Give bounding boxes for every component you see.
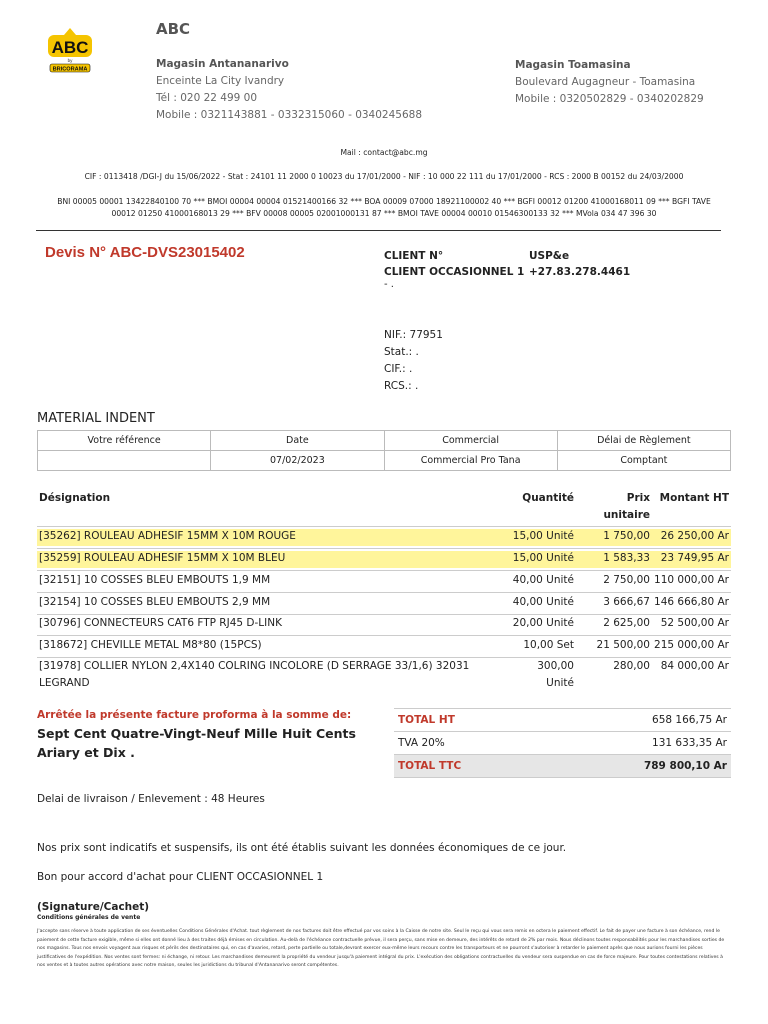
item-montant: 110 000,00 Ar [654, 574, 729, 586]
item-quantite: 15,00 Unité [512, 530, 574, 542]
logo-brand: BRICORAMA [52, 66, 88, 73]
client-cif: CIF.: . [384, 363, 413, 375]
client-nif: NIF.: 77951 [384, 329, 443, 341]
item-quantite: 40,00 Unité [512, 596, 574, 608]
tva-row [394, 732, 731, 755]
table-row [37, 616, 731, 633]
item-quantite: 300,00 [537, 660, 574, 672]
item-designation: [32154] 10 COSSES BLEU EMBOUTS 2,9 MM [39, 596, 271, 608]
store-mobile: Mobile : 0320502829 - 0340202829 [515, 93, 704, 105]
rule [37, 657, 731, 658]
meta-header-delai: Délai de Règlement [557, 431, 730, 451]
bank-line-2: 00012 01250 41000168013 29 *** BFV 00008 00005 02001000131 87 *** BMOI TAVE 00004 00010 01546300133 32 *** MVola 034 47 396 30 [111, 209, 657, 218]
legal-line: CIF : 0113418 /DGI-J du 15/06/2022 - Stat : 24101 11 2000 0 10023 du 17/01/2000 - NIF : 10 000 22 111 du 17/01/2000 - RCS : 2000 B 00152 du 24/03/2000 [84, 172, 684, 181]
indent-title: MATERIAL INDENT [37, 411, 155, 426]
total-ttc-value: 789 800,10 Ar [643, 760, 727, 772]
item-designation: [35262] ROULEAU ADHESIF 15MM X 10M ROUGE [39, 530, 296, 542]
store-name: Magasin Antananarivo [156, 58, 289, 70]
item-montant: 52 500,00 Ar [660, 617, 729, 629]
client-fiscal-block [384, 327, 443, 395]
item-prix: 1 750,00 [603, 530, 650, 542]
rule [37, 548, 731, 549]
item-montant: 23 749,95 Ar [660, 552, 729, 564]
item-designation: [31978] COLLIER NYLON 2,4X140 COLRING INCOLORE (D SERRAGE 33/1,6) 32031 [39, 660, 470, 672]
client-stat: Stat.: . [384, 346, 419, 358]
item-designation: [30796] CONNECTEURS CAT6 FTP RJ45 D-LINK [39, 617, 282, 629]
client-label-1: CLIENT N° [384, 250, 444, 262]
total-ht-value: 658 166,75 Ar [652, 714, 727, 726]
table-row [37, 638, 731, 655]
store-toamasina [515, 57, 704, 108]
total-ht-row [394, 708, 731, 732]
client-value-1: USP&e [529, 250, 570, 262]
header-quantite: Quantité [522, 492, 574, 504]
store-address: Boulevard Augagneur - Toamasina [515, 76, 696, 88]
header-prix: Prix [626, 492, 650, 504]
logo-sub: by [67, 58, 73, 63]
table-row [37, 573, 731, 590]
meta-header-reference: Votre référence [38, 431, 211, 451]
item-montant: 146 666,80 Ar [654, 596, 729, 608]
item-quantite: 10,00 Set [523, 639, 574, 651]
total-ttc-row [394, 755, 731, 778]
item-quantite: 15,00 Unité [512, 552, 574, 564]
meta-header-commercial: Commercial [384, 431, 557, 451]
header-designation: Désignation [39, 492, 111, 504]
signature-label: (Signature/Cachet) [37, 901, 150, 913]
rule [37, 614, 731, 615]
client-sub: - . [384, 279, 394, 290]
item-unite: Unité [546, 677, 574, 689]
meta-value-delai: Comptant [557, 451, 730, 471]
item-quantite: 20,00 Unité [512, 617, 574, 629]
delai-livraison: Delai de livraison / Enlevement : 48 Heures [37, 793, 265, 805]
meta-header-date: Date [211, 431, 384, 451]
header-montant: Montant HT [659, 492, 729, 504]
meta-table [37, 430, 731, 471]
client-block [384, 248, 631, 280]
amount-in-words: Sept Cent Quatre-Vingt-Neuf Mille Huit Cents Ariary et Dix . [37, 726, 356, 760]
client-value-2: +27.83.278.4461 [529, 266, 631, 278]
devis-title: Devis N° ABC-DVS23015402 [45, 244, 245, 261]
rule [37, 592, 731, 593]
bank-line-1: BNI 00005 00001 13422840100 70 *** BMOI 00004 00004 01521400166 32 *** BOA 00009 07000 18921100002 40 *** BGFI 00012 01200 41000168011 09 *** BGFI TAVE [57, 197, 711, 206]
store-antananarivo [156, 56, 422, 124]
store-mobile: Mobile : 0321143881 - 0332315060 - 0340245688 [156, 109, 422, 121]
item-prix: 3 666,67 [603, 596, 650, 608]
item-prix: 21 500,00 [596, 639, 650, 651]
table-row [37, 595, 731, 612]
note-prix: Nos prix sont indicatifs et suspensifs, ils ont été établis suivant les données économiques de ce jour. [37, 842, 567, 854]
table-row [37, 659, 731, 693]
header-prix-unitaire: unitaire [603, 509, 650, 521]
store-name: Magasin Toamasina [515, 59, 631, 71]
rule [37, 635, 731, 636]
item-designation: [318672] CHEVILLE METAL M8*80 (15PCS) [39, 639, 262, 651]
table-row [37, 529, 731, 546]
cgv-text: J'accepte sans réserve à toute application de ses éventuelles Conditions Générales d'Achat. tout règlement de nos factures doit être effectué par vos soins à la Caisse de notre site. Seul le reçu qui vous sera remis en octera le paiement effectif. Le fait de payer une facture à son échéance, rend le paiement de cette facture exigible, même si elles ont donné lieu à des traites déjà émises en circulation. Au-delà de l'échéance contractuelle prévue, il sera perçu, sans mise en demeure, des intérêts de retard de 2% par mois. Nous déclinons toutes responsabilités pour les marchandises sorties de nos magasins. Tous nos envois voyagent aux risques et périls des destinataires qui, en cas d'avaries, retard, perte partielle ou totale,devront exercer eux-même leurs recours contre les transporteurs et ne pourront s'autoriser à retarder le paiement après que nous aurions fourni les pièces justificatives de l'expédition. Nos ventes sont fermes: ni échange, ni retour. Les marchandises demeurent la propriété du vendeur jusqu'à paiement intégral du prix. L'exécution des obligations contractuelles du vendeur sera suspendue en cas de force majeure. Pour toutes contestations relatives à nos ventes et à toutes autres opérations avec notre maison, seules les juridictions du tribunal d'Antananarivo seront compétentes. [37, 929, 725, 968]
meta-value-date: 07/02/2023 [211, 451, 384, 471]
items-header [37, 492, 731, 526]
item-designation-line2: LEGRAND [39, 677, 90, 689]
item-montant: 84 000,00 Ar [660, 660, 729, 672]
totals-block [394, 708, 731, 778]
arretee-label: Arrêtée la présente facture proforma à la somme de: [37, 709, 352, 721]
rule [37, 526, 731, 527]
note-accord: Bon pour accord d'achat pour CLIENT OCCASIONNEL 1 [37, 871, 324, 883]
rule [37, 570, 731, 571]
item-quantite: 40,00 Unité [512, 574, 574, 586]
tva-value: 131 633,35 Ar [652, 737, 727, 749]
item-montant: 215 000,00 Ar [654, 639, 729, 651]
total-ttc-label: TOTAL TTC [398, 760, 462, 772]
item-prix: 280,00 [613, 660, 650, 672]
item-designation: [32151] 10 COSSES BLEU EMBOUTS 1,9 MM [39, 574, 271, 586]
store-phone: Tél : 020 22 499 00 [156, 92, 258, 104]
logo-text: ABC [51, 38, 89, 57]
meta-value-reference [38, 451, 211, 471]
client-label-2: CLIENT OCCASIONNEL 1 [384, 266, 525, 278]
table-row [37, 551, 731, 568]
total-ht-label: TOTAL HT [398, 714, 455, 726]
item-prix: 1 583,33 [603, 552, 650, 564]
company-logo [46, 26, 94, 74]
item-prix: 2 750,00 [603, 574, 650, 586]
store-address: Enceinte La City Ivandry [156, 75, 285, 87]
header-divider [36, 230, 721, 231]
cgv-title: Conditions générales de vente [37, 914, 141, 921]
tva-label: TVA 20% [398, 737, 445, 749]
item-designation: [35259] ROULEAU ADHESIF 15MM X 10M BLEU [39, 552, 286, 564]
meta-value-commercial: Commercial Pro Tana [384, 451, 557, 471]
company-name: ABC [156, 20, 191, 38]
mail-line: Mail : contact@abc.mg [340, 148, 428, 157]
item-prix: 2 625,00 [603, 617, 650, 629]
client-rcs: RCS.: . [384, 380, 419, 392]
item-montant: 26 250,00 Ar [660, 530, 729, 542]
